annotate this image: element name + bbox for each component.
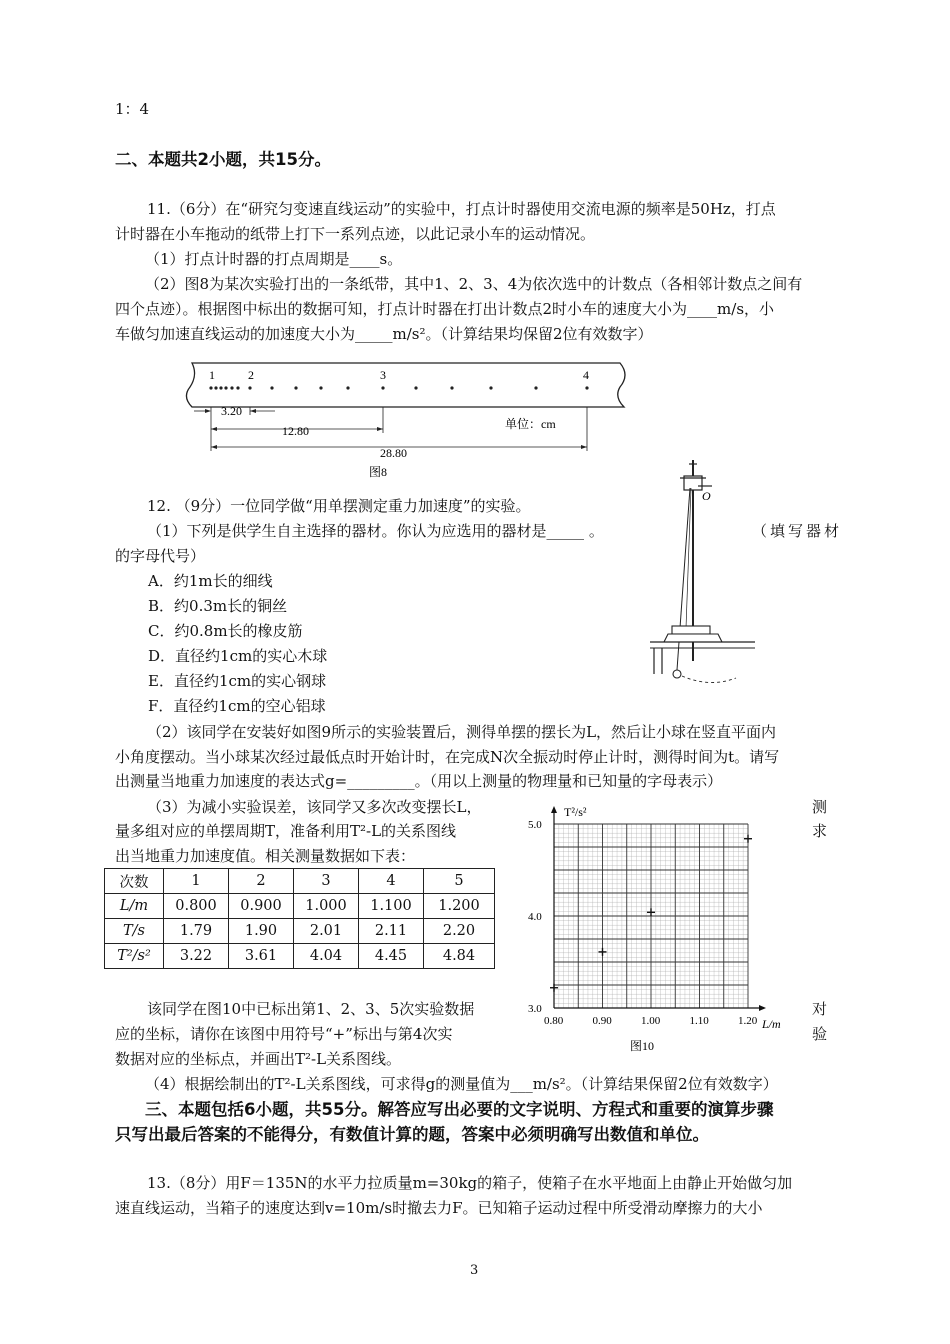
table-cell: 0.900 [229,894,294,919]
x-tick-label: 1.00 [641,1015,661,1027]
option-f: F．直径约1cm的空心铝球 [148,697,326,715]
table-cell: T/s [105,919,164,944]
dim-28-80: 28.80 [380,446,407,460]
q12-part3-side1: 测 [812,798,828,816]
q12-part3-side2: 求 [812,822,828,840]
table-cell: 1.90 [229,919,294,944]
table-cell: 3 [294,869,359,894]
q11-line2: 计时器在小车拖动的纸带上打下一系列点迹，以此记录小车的运动情况。 [115,225,596,243]
chart-ylabel: T²/s² [564,805,587,819]
after-table-line1: 该同学在图10中已标出第1、2、3、5次实验数据 [147,1000,475,1018]
dim-12-80: 12.80 [282,424,309,438]
table-cell: 1.200 [424,894,495,919]
table-row [105,944,495,969]
q11-line1: 11.（6分）在“研究匀变速直线运动”的实验中，打点计时器使用交流电源的频率是50Hz，打点 [147,200,776,218]
table-cell: 5 [424,869,495,894]
x-tick-label: 1.10 [689,1015,709,1027]
q11-part2-line1: （2）图8为某次实验打出的一条纸带，其中1、2、3、4为依次选中的计数点（各相邻计数点之间有 [145,275,803,293]
table-cell: 1.000 [294,894,359,919]
q12-part1-tail: （填写器材 [752,522,843,540]
q11-part2-line2: 四个点迹）。根据图中标出的数据可知，打点计时器在打出计数点2时小车的速度大小为____m/s，小 [115,300,775,318]
table-cell: 2.01 [294,919,359,944]
table-cell: 1.79 [164,919,229,944]
chart-title: 图10 [630,1039,655,1053]
table-cell: 4.45 [359,944,424,969]
x-tick-label: 0.90 [592,1015,612,1027]
table-cell: 2 [229,869,294,894]
section-3-line2: 只写出最后答案的不能得分，有数值计算的题，答案中必须明确写出数值和单位。 [115,1125,709,1144]
table-cell: 3.61 [229,944,294,969]
table-cell: 3.22 [164,944,229,969]
option-b: B．约0.3m长的铜丝 [148,597,288,615]
q12-part4: （4）根据绘制出的T²-L关系图线，可求得g的测量值为___m/s²。（计算结果保留2位有效数字） [145,1075,778,1093]
q12-part1-line1: （1）下列是供学生自主选择的器材。你认为应选用的器材是_____ 。 [147,522,604,540]
q12-part2-line3: 出测量当地重力加速度的表达式g=_________。（用以上测量的物理量和已知量的字母表示） [115,772,723,790]
unit-label: 单位：cm [505,417,556,431]
section-3-line1: 三、本题包括6小题，共55分。解答应写出必要的文字说明、方程式和重要的演算步骤 [145,1100,774,1119]
table-cell: 4.04 [294,944,359,969]
data-point-plus [599,948,607,956]
option-d: D．直径约1cm的实心木球 [148,647,328,665]
table-cell: 4.84 [424,944,495,969]
section-2-heading: 二、本题共2小题，共15分。 [115,150,331,169]
x-tick-label: 1.20 [738,1015,758,1027]
y-tick-label: 4.0 [528,911,542,923]
figure-10-chart [520,796,800,1058]
q11-part1: （1）打点计时器的打点周期是____s。 [145,250,403,268]
tape-point-2: 2 [248,368,254,382]
x-tick-label: 0.80 [544,1015,564,1027]
option-e: E．直径约1cm的实心钢球 [148,672,327,690]
data-point-plus [647,908,655,916]
q13-line2: 速直线运动，当箱子的速度达到v=10m/s时撤去力F。已知箱子运动过程中所受滑动摩擦力的大小 [115,1199,763,1217]
y-tick-label: 3.0 [528,1003,542,1015]
table-cell: 2.20 [424,919,495,944]
q12-part2-line2: 小角度摆动。当小球某次经过最低点时开始计时，在完成N次全振动时停止计时，测得时间为t。请写 [115,748,780,766]
tape-point-3: 3 [380,368,386,382]
dim-3-20: 3.20 [221,404,242,418]
q12-part1-line2: 的字母代号） [115,547,206,565]
table-cell: 1 [164,869,229,894]
table-cell: 1.100 [359,894,424,919]
tape-dots [209,386,588,389]
top-answer: 1：4 [115,100,150,118]
fig9-o-label: O [702,489,711,503]
table-row [105,894,495,919]
table-cell: T²/s² [105,944,164,969]
q12-part3-line3: 出当地重力加速度值。相关测量数据如下表： [115,847,416,865]
table-header-row [105,869,495,894]
table-cell: L/m [105,894,164,919]
q13-line1: 13.（8分）用F＝135N的水平力拉质量m=30kg的箱子，使箱子在水平地面上由静止开始做匀加 [147,1174,793,1192]
q11-part2-line3: 车做匀加速直线运动的加速度大小为_____m/s²。（计算结果均保留2位有效数字） [115,325,653,343]
measurement-table [104,868,495,969]
figure-8-ticker-tape [180,355,640,485]
tape-point-4: 4 [583,368,589,382]
q12-intro: 12. （9分）一位同学做“用单摆测定重力加速度”的实验。 [147,497,531,515]
table-row [105,919,495,944]
table-cell: 2.11 [359,919,424,944]
figure-8-caption: 图8 [369,465,388,479]
option-a: A．约1m长的细线 [148,572,273,590]
x-axis-arrow [759,1005,766,1011]
page-number: 3 [470,1263,479,1278]
chart-xlabel: L/m [762,1017,781,1031]
q12-part2-line1: （2）该同学在安装好如图9所示的实验装置后，测得单摆的摆长为L，然后让小球在竖直平面内 [147,723,777,741]
tape-point-1: 1 [209,368,215,382]
y-axis-arrow [551,806,557,813]
table-cell: 4 [359,869,424,894]
figure-9-pendulum-apparatus [640,456,760,696]
after-table-line3: 数据对应的坐标点，并画出T²-L关系图线。 [115,1050,402,1068]
after-side2: 验 [812,1025,828,1043]
table-cell: 次数 [105,869,164,894]
q12-part3-line1: （3）为减小实验误差，该同学又多次改变摆长L， [147,798,482,816]
data-point-plus [744,835,752,843]
q12-part3-line2: 量多组对应的单摆周期T，准备利用T²-L的关系图线 [115,822,457,840]
option-c: C．约0.8m长的橡皮筋 [148,622,303,640]
table-cell: 0.800 [164,894,229,919]
after-side1: 对 [812,1000,828,1018]
after-table-line2: 应的坐标，请你在该图中用符号“+”标出与第4次实 [115,1025,453,1043]
y-tick-label: 5.0 [528,819,542,831]
